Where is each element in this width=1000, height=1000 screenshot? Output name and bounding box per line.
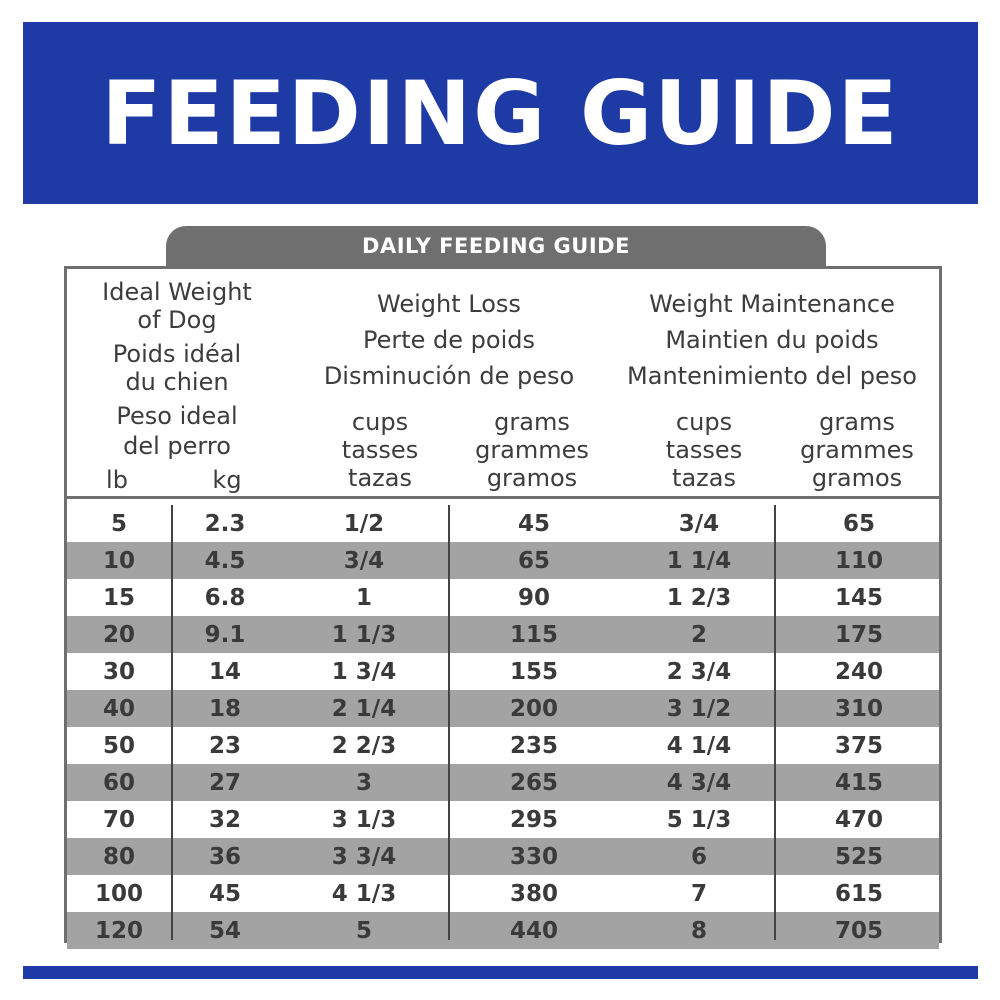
- bottom-bar: [23, 966, 978, 979]
- header-wm-gramos: gramos: [811, 464, 903, 492]
- table-cell: 14: [208, 658, 241, 685]
- table-cell: 23: [208, 732, 241, 759]
- table-cell: 415: [834, 769, 883, 796]
- table-cell: 265: [509, 769, 558, 796]
- table-cell: 27: [208, 769, 241, 796]
- header-wm-grams: grams: [819, 408, 895, 436]
- table-cell: 1/2: [343, 510, 385, 537]
- table-row: [67, 653, 939, 690]
- table-cell: 45: [517, 510, 550, 537]
- column-divider: [448, 505, 450, 940]
- table-cell: 65: [842, 510, 875, 537]
- header-weight-maintenance-es: Mantenimiento del peso: [627, 362, 917, 390]
- table-cell: 175: [834, 621, 883, 648]
- table-body: [67, 505, 939, 949]
- table-cell: 6: [690, 843, 707, 870]
- table-cell: 615: [834, 880, 883, 907]
- table-cell: 5: [355, 917, 372, 944]
- table-cell: 3 1/2: [666, 695, 732, 722]
- table-cell: 115: [509, 621, 558, 648]
- table-cell: 30: [102, 658, 135, 685]
- header-wl-tasses: tasses: [341, 436, 419, 464]
- table-cell: 110: [834, 547, 883, 574]
- table-cell: 120: [94, 917, 143, 944]
- header-weight-loss-en: Weight Loss: [377, 290, 521, 318]
- feeding-table: [64, 266, 942, 943]
- table-cell: 240: [834, 658, 883, 685]
- table-cell: 18: [208, 695, 241, 722]
- table-row: [67, 764, 939, 801]
- header-wm-grammes: grammes: [800, 436, 914, 464]
- table-row: [67, 727, 939, 764]
- table-cell: 90: [517, 584, 550, 611]
- table-cell: 235: [509, 732, 558, 759]
- table-cell: 7: [690, 880, 707, 907]
- table-cell: 60: [102, 769, 135, 796]
- header-wl-gramos: gramos: [486, 464, 578, 492]
- header-wm-cups: cups: [675, 408, 733, 436]
- table-cell: 2.3: [204, 510, 246, 537]
- table-cell: 295: [509, 806, 558, 833]
- table-cell: 310: [834, 695, 883, 722]
- table-cell: 65: [517, 547, 550, 574]
- table-cell: 4.5: [204, 547, 246, 574]
- table-cell: 440: [509, 917, 558, 944]
- header-ideal-weight-line2: of Dog: [137, 306, 217, 334]
- header-ideal-weight-line1: Ideal Weight: [102, 278, 252, 306]
- table-cell: 3 3/4: [331, 843, 397, 870]
- table-cell: 54: [208, 917, 241, 944]
- table-cell: 470: [834, 806, 883, 833]
- header-weight-maintenance-en: Weight Maintenance: [649, 290, 895, 318]
- header-ideal-weight-line5: Peso ideal: [116, 402, 238, 430]
- table-cell: 6.8: [204, 584, 246, 611]
- table-cell: 155: [509, 658, 558, 685]
- table-cell: 1 1/3: [331, 621, 397, 648]
- table-cell: 705: [834, 917, 883, 944]
- table-row: [67, 838, 939, 875]
- header-wl-grams: grams: [494, 408, 570, 436]
- table-cell: 4 1/4: [666, 732, 732, 759]
- header-weight-loss-fr: Perte de poids: [362, 326, 535, 354]
- table-row: [67, 542, 939, 579]
- table-row: [67, 579, 939, 616]
- header-weight-loss-es: Disminución de peso: [323, 362, 575, 390]
- table-cell: 70: [102, 806, 135, 833]
- table-cell: 20: [102, 621, 135, 648]
- table-cell: 36: [208, 843, 241, 870]
- header-weight-maintenance-fr: Maintien du poids: [665, 326, 879, 354]
- table-cell: 1 1/4: [666, 547, 732, 574]
- title-banner: [23, 22, 978, 204]
- header-wm-tazas: tazas: [672, 464, 736, 492]
- column-divider: [171, 505, 173, 940]
- table-cell: 50: [102, 732, 135, 759]
- table-cell: 1 3/4: [331, 658, 397, 685]
- table-cell: 525: [834, 843, 883, 870]
- table-cell: 1 2/3: [666, 584, 732, 611]
- table-tab: [166, 226, 826, 266]
- table-cell: 3: [355, 769, 372, 796]
- table-cell: 9.1: [204, 621, 246, 648]
- header-wm-tasses: tasses: [665, 436, 743, 464]
- table-cell: 380: [509, 880, 558, 907]
- table-row: [67, 505, 939, 542]
- table-cell: 10: [102, 547, 135, 574]
- table-row: [67, 801, 939, 838]
- table-cell: 200: [509, 695, 558, 722]
- table-cell: 3 1/3: [331, 806, 397, 833]
- table-cell: 2: [690, 621, 707, 648]
- table-cell: 32: [208, 806, 241, 833]
- table-cell: 330: [509, 843, 558, 870]
- table-cell: 15: [102, 584, 135, 611]
- page-title: FEEDING GUIDE: [101, 61, 900, 165]
- table-header: [67, 269, 939, 499]
- header-ideal-weight-line3: Poids idéal: [112, 340, 242, 368]
- table-cell: 3/4: [343, 547, 385, 574]
- table-cell: 40: [102, 695, 135, 722]
- table-row: [67, 875, 939, 912]
- header-ideal-weight-line6: del perro: [123, 432, 231, 460]
- header-wl-cups: cups: [351, 408, 409, 436]
- table-cell: 100: [94, 880, 143, 907]
- header-kg: kg: [212, 466, 242, 494]
- table-cell: 2 1/4: [331, 695, 397, 722]
- table-cell: 375: [834, 732, 883, 759]
- table-cell: 80: [102, 843, 135, 870]
- table-tab-label: DAILY FEEDING GUIDE: [362, 234, 630, 258]
- table-cell: 3/4: [678, 510, 720, 537]
- table-cell: 45: [208, 880, 241, 907]
- table-cell: 4 1/3: [331, 880, 397, 907]
- header-ideal-weight-line4: du chien: [125, 368, 229, 396]
- table-cell: 1: [355, 584, 372, 611]
- table-cell: 8: [690, 917, 707, 944]
- table-cell: 2 2/3: [331, 732, 397, 759]
- table-row: [67, 912, 939, 949]
- header-wl-grammes: grammes: [475, 436, 589, 464]
- header-wl-tazas: tazas: [348, 464, 412, 492]
- table-cell: 145: [834, 584, 883, 611]
- column-divider: [774, 505, 776, 940]
- table-cell: 4 3/4: [666, 769, 732, 796]
- header-lb: lb: [106, 466, 128, 494]
- table-cell: 5: [110, 510, 127, 537]
- table-row: [67, 690, 939, 727]
- table-cell: 2 3/4: [666, 658, 732, 685]
- table-cell: 5 1/3: [666, 806, 732, 833]
- table-row: [67, 616, 939, 653]
